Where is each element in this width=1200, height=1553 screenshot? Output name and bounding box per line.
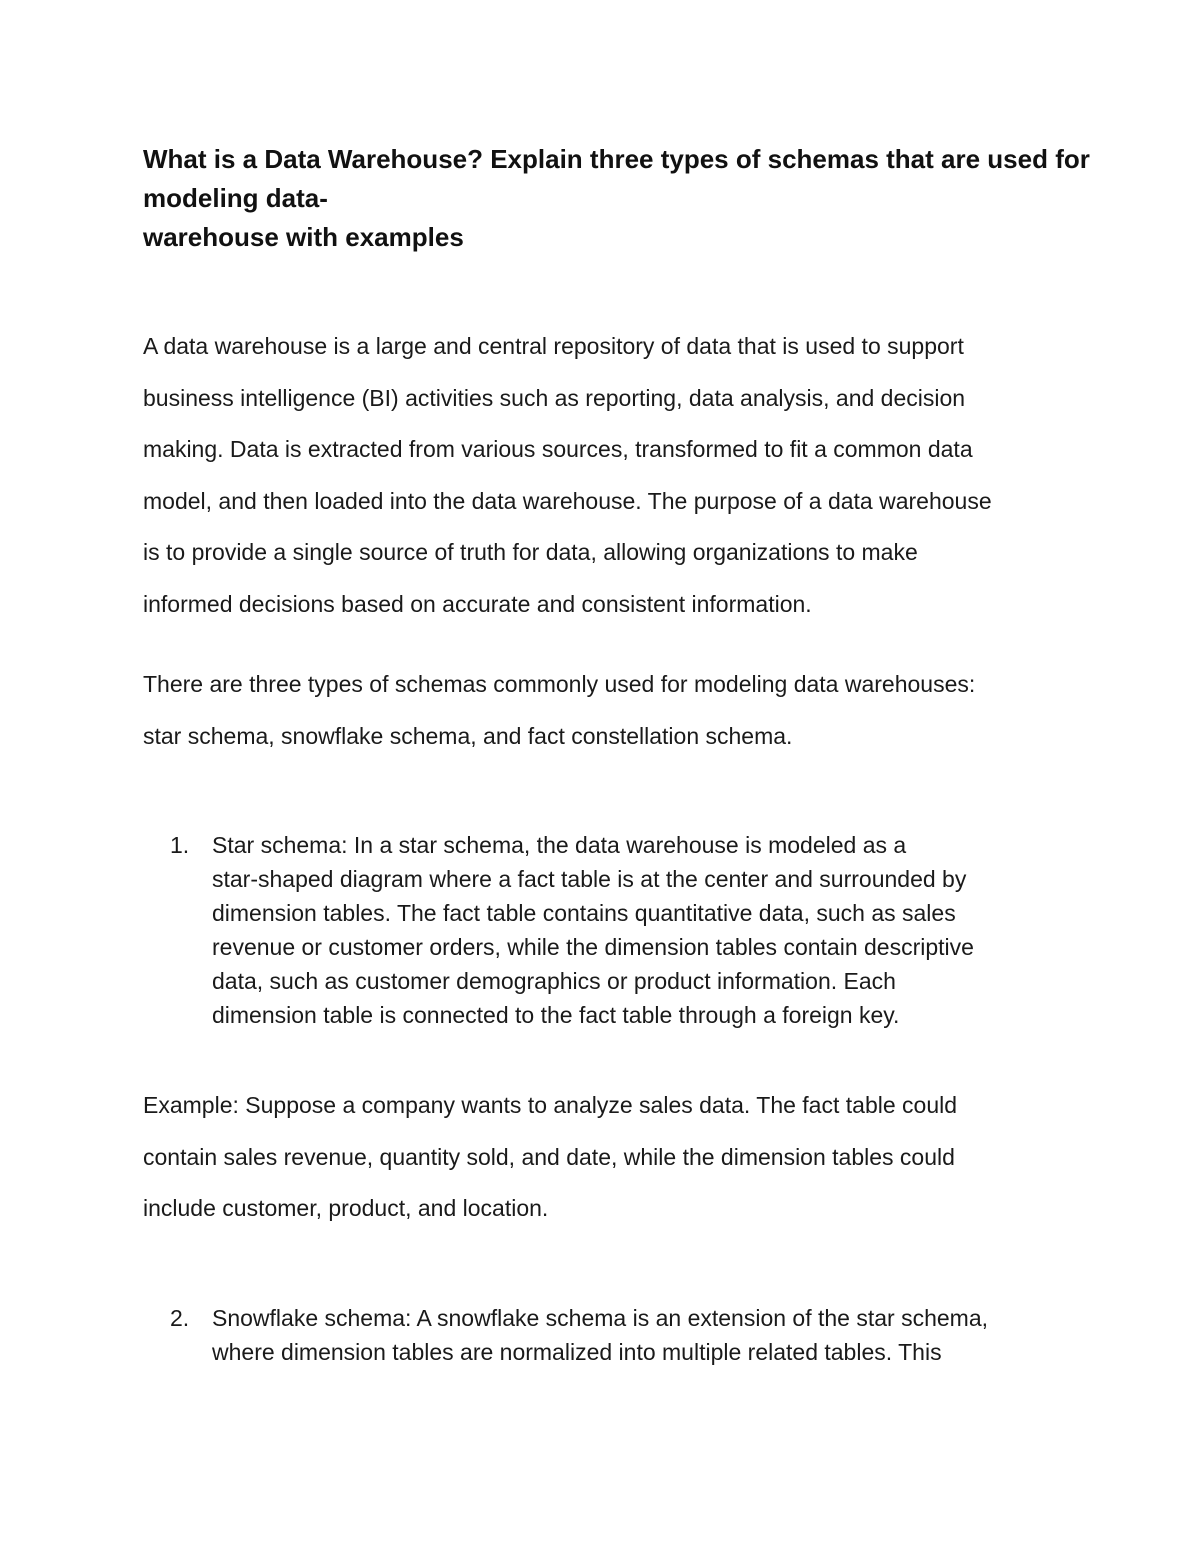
intro-line: A data warehouse is a large and central repository of data that is used to support [143, 333, 964, 359]
list-number: 2. [170, 1305, 190, 1331]
title-line: modeling data- [143, 183, 328, 213]
schema-types-paragraph [143, 659, 1083, 762]
example-line: contain sales revenue, quantity sold, and date, while the dimension tables could [143, 1143, 955, 1170]
intro-line: is to provide a single source of truth for data, allowing organizations to make [143, 539, 918, 566]
document-title [143, 140, 1090, 257]
intro-line: making. Data is extracted from various sources, transformed to fit a common data [143, 436, 973, 463]
intro-line: model, and then loaded into the data warehouse. The purpose of a data warehouse [143, 487, 992, 514]
list-item-line: revenue or customer orders, while the dimension tables contain descriptive [212, 934, 974, 960]
intro-line: informed decisions based on accurate and consistent information. [143, 590, 812, 617]
intro-line: business intelligence (BI) activities such as reporting, data analysis, and decision [143, 384, 966, 411]
list-item-line: star-shaped diagram where a fact table is at the center and surrounded by [212, 866, 967, 892]
list-number: 1. [170, 832, 190, 858]
list-item-line: data, such as customer demographics or product information. Each [212, 968, 896, 994]
list-item-body [212, 828, 1072, 1032]
list-item-line: Star schema: In a star schema, the data warehouse is modeled as a [212, 832, 907, 858]
schema-types-line: There are three types of schemas commonly used for modeling data warehouses: [143, 671, 976, 697]
example-paragraph [143, 1080, 1083, 1235]
list-item-line: dimension tables. The fact table contains quantitative data, such as sales [212, 900, 956, 926]
list-item-line: Snowflake schema: A snowflake schema is an extension of the star schema, [212, 1305, 989, 1331]
list-item-line: dimension table is connected to the fact table through a foreign key. [212, 1002, 900, 1028]
schema-types-line: star schema, snowflake schema, and fact constellation schema. [143, 722, 793, 749]
list-item-body [212, 1301, 1072, 1369]
title-line: warehouse with examples [143, 222, 464, 252]
title-line: What is a Data Warehouse? Explain three types of schemas that are used for [143, 144, 1090, 174]
example-line: include customer, product, and location. [143, 1195, 549, 1222]
intro-paragraph [143, 321, 1083, 631]
example-line: Example: Suppose a company wants to analyze sales data. The fact table could [143, 1092, 958, 1118]
list-item-line: where dimension tables are normalized into multiple related tables. This [212, 1339, 942, 1365]
